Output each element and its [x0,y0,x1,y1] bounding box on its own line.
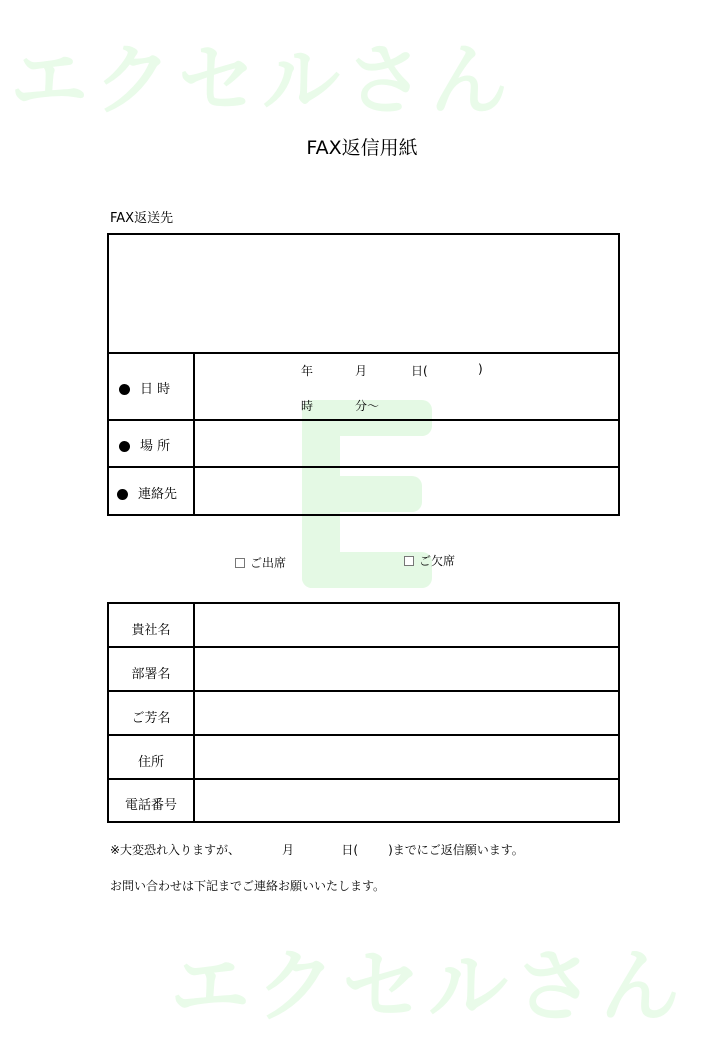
close-paren: ) [478,362,483,376]
watermark-bottom: エクセルさん [170,940,686,1033]
divider [109,419,618,421]
bullet-icon [119,441,130,452]
divider [109,690,618,692]
destination-label: FAX返送先 [110,211,174,226]
minute-label: 分～ [355,399,380,413]
name-label: ご芳名 [131,711,171,726]
bullet-icon [119,384,130,395]
divider [109,466,618,468]
deadline-note: ※大変恐れ入りますが、 月 日( )までにご返信願います。 [110,843,524,857]
event-table [107,233,620,516]
info-table [107,602,620,823]
divider [109,778,618,780]
divider [109,352,618,354]
divider [193,604,195,821]
address-label: 住所 [137,755,164,770]
row-contact-label: 連絡先 [117,483,177,502]
company-name-label: 貴社名 [131,623,171,638]
month-label: 月 [355,364,368,378]
day-label: 日( [411,364,428,378]
absent-checkbox[interactable]: ご欠席 [404,552,455,569]
inquiry-note: お問い合わせは下記までご連絡お願いいたします。 [110,879,386,893]
divider [109,646,618,648]
page-title: FAX返信用紙 [306,137,418,159]
attend-checkbox[interactable]: ご出席 [235,554,286,571]
phone-label: 電話番号 [124,798,177,813]
hour-label: 時 [301,399,314,413]
checkbox-icon [235,558,245,568]
divider [109,734,618,736]
year-label: 年 [301,364,314,378]
divider [193,352,195,516]
row-place-label: 場 所 [119,435,170,454]
watermark-top: エクセルさん [10,36,515,126]
bullet-icon [117,489,128,500]
row-datetime-label: 日 時 [119,378,170,397]
department-label: 部署名 [131,667,171,682]
checkbox-icon [404,556,414,566]
